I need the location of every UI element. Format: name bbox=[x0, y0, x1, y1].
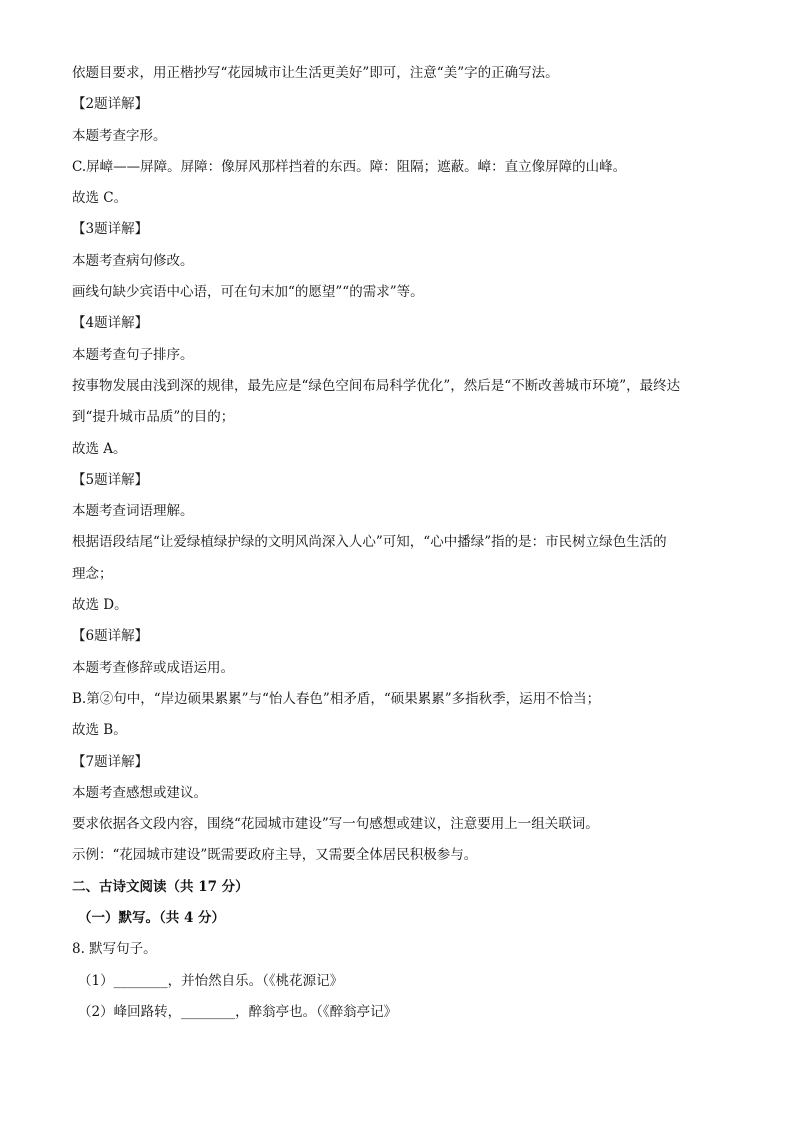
fill-blank-item: （1）________，并怡然自乐。（《桃花源记》 bbox=[78, 972, 344, 989]
question-heading: 【2题详解】 bbox=[72, 96, 149, 113]
text-line: 依题目要求，用正楷抄写“花园城市让生活更美好”即可，注意“美”字的正确写法。 bbox=[72, 65, 559, 81]
answer-line: 故选 A。 bbox=[72, 440, 127, 457]
text-line: 理念； bbox=[72, 565, 113, 582]
text-line: 示例：“花园城市建设”既需要政府主导，又需要全体居民积极参与。 bbox=[72, 847, 478, 864]
text-line: 到“提升城市品质”的目的； bbox=[72, 409, 235, 426]
fill-blank-item: （2）峰回路转，________，醉翁亭也。（《醉翁亭记》 bbox=[78, 1003, 398, 1020]
question-heading: 【5题详解】 bbox=[72, 471, 149, 488]
text-line: 本题考查字形。 bbox=[72, 127, 167, 144]
answer-line: 故选 B。 bbox=[72, 722, 127, 739]
text-line: 按事物发展由浅到深的规律，最先应是“绿色空间布局科学优化”，然后是“不断改善城市环境”，最终达 bbox=[72, 377, 681, 394]
sub-heading: （一）默写。（共 4 分） bbox=[78, 910, 226, 927]
text-line: B.第②句中，“岸边硕果累累”与“怡人春色”相矛盾，“硕果累累”多指秋季，运用不恰当； bbox=[72, 690, 601, 707]
text-line: 本题考查修辞或成语运用。 bbox=[72, 659, 234, 676]
text-line: C.屏嶂——屏障。屏障：像屏风那样挡着的东西。障：阻隔；遮蔽。嶂：直立像屏障的山峰。 bbox=[72, 158, 627, 175]
text-line: 要求依据各文段内容，围绕“花园城市建设”写一句感想或建议，注意要用上一组关联词。 bbox=[72, 816, 599, 833]
text-line: 本题考查感想或建议。 bbox=[72, 784, 207, 801]
answer-line: 故选 D。 bbox=[72, 597, 128, 614]
section-heading: 二、古诗文阅读（共 17 分） bbox=[72, 878, 249, 895]
question-heading: 【3题详解】 bbox=[72, 221, 149, 238]
text-line: 根据语段结尾“让爱绿植绿护绿的文明风尚深入人心”可知，“心中播绿”指的是：市民树立绿色生活的 bbox=[72, 534, 667, 551]
document-page bbox=[72, 58, 732, 1028]
question-heading: 【4题详解】 bbox=[72, 315, 149, 332]
text-line: 画线句缺少宾语中心语，可在句末加“的愿望”“的需求”等。 bbox=[72, 284, 424, 301]
text-line: 本题考查词语理解。 bbox=[72, 503, 194, 520]
answer-line: 故选 C。 bbox=[72, 190, 128, 207]
question-heading: 【7题详解】 bbox=[72, 753, 149, 770]
text-line: 本题考查病句修改。 bbox=[72, 252, 194, 269]
text-line: 本题考查句子排序。 bbox=[72, 346, 194, 363]
question-stem: 8. 默写句子。 bbox=[72, 941, 157, 958]
question-heading: 【6题详解】 bbox=[72, 628, 149, 645]
